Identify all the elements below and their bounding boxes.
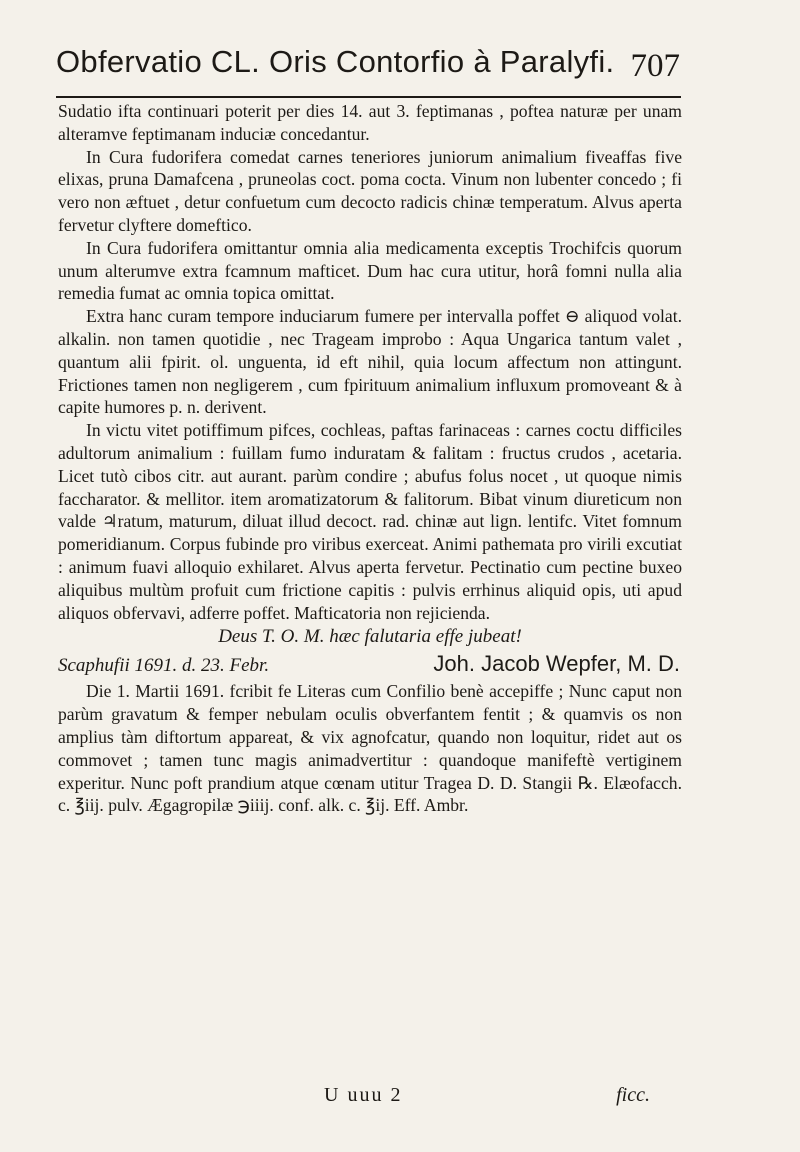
paragraph: In Cura fudorifera comedat carnes teneriores juniorum animalium fiveaffas five elixas, pruna Damafcena , pruneolas coct. poma cocta. Vinum non lubenter concedo ; fi vero non æftuet , detur confuetum cum decocto radicis chinæ temperatum. Alvus aperta fervetur clyftere domeftico.	[58, 146, 682, 235]
page-number: 707	[630, 48, 680, 84]
paragraph: Sudatio ifta continuari poterit per dies 14. aut 3. feptimanas , poftea naturæ per unam alteramve feptimanam induciæ concedantur.	[58, 101, 682, 144]
dateline	[58, 650, 682, 680]
signature-mark: U uuu 2	[324, 1084, 403, 1106]
paragraph: Extra hanc curam tempore induciarum fumere per intervalla poffet ⊖ aliquod volat. alkalin. non tamen quotidie , nec Trageam improbo : Aqua Ungarica tantum valet , quantum alii fpirit. ol. unguenta, id eft nihil, quia locum affectum non attingunt. Frictiones tamen non negligerem , cum fpirituum animalium influxum promoveant & à capite humores p. n. derivent.	[58, 306, 682, 418]
paragraph: In victu vitet potiffimum pifces, cochleas, paftas farinaceas : carnes coctu difficiles adultorum animalium : fuillam fumo induratam & falitam : fructus crudos , acetaria. Licet tutò cibos citr. aut aurant. parùm condire ; abufus folus nocet , ut quoque nimis faccharator. & mellitor. item aromatizatorum & falitorum. Bibat vinum diureticum non valde ♃ratum, maturum, diluat illud decoct. rad. chinæ aut lign. lentifc. Vitet fomnum pomeridianum. Corpus fubinde pro viribus exerceat. Animi pathemata pro virili excutiat : animum fuavi alloquio exhilaret. Alvus aperta fervetur. Pectinatio cum pectine buxeo aliquibus multùm profuit cum frictione capitis : pulvis errhinus aliquid opis, uti apud aliquos obfervavi, adferre poffet. Mafticatoria non rejicienda.	[58, 420, 682, 623]
page-header	[56, 44, 680, 98]
header-rule	[56, 96, 681, 98]
place-date: Scaphufii 1691. d. 23. Febr.	[58, 655, 270, 677]
page-footer	[90, 1084, 680, 1110]
closing-line: Deus T. O. M. hæc falutaria effe jubeat!	[218, 626, 522, 648]
page-body	[58, 100, 682, 817]
running-head: Obfervatio CL. Oris Contorfio à Paralyfi.	[56, 44, 615, 79]
author-signature: Joh. Jacob Wepfer, M. D.	[433, 651, 680, 677]
paragraph: Die 1. Martii 1691. fcribit fe Literas cum Confilio benè accepiffe ; Nunc caput non parùm gravatum & femper nebulam oculis obverfantem fentit ; & quamvis os non amplius tàm diftortum appareat, & vix agnofcatur, quando non loquitur, ridet aut os commovet ; tamen tunc magis animadvertitur : quandoque manifeftè vertiginem experitur. Nunc poft prandium atque cœnam utitur Tragea D. D. Stangii ℞. Elæofacch. c. ℥iij. pulv. Ægagropilæ ℈iiij. conf. alk. c. ℥ij. Eff. Ambr.	[58, 681, 682, 816]
paragraph: In Cura fudorifera omittantur omnia alia medicamenta exceptis Trochifcis quorum unum alterumve extra fcamnum mafticet. Dum hac cura utitur, horâ fomni nulla alia remedia fumat ac omnia topica omittat.	[58, 237, 682, 304]
catchword: ficc.	[616, 1084, 650, 1106]
